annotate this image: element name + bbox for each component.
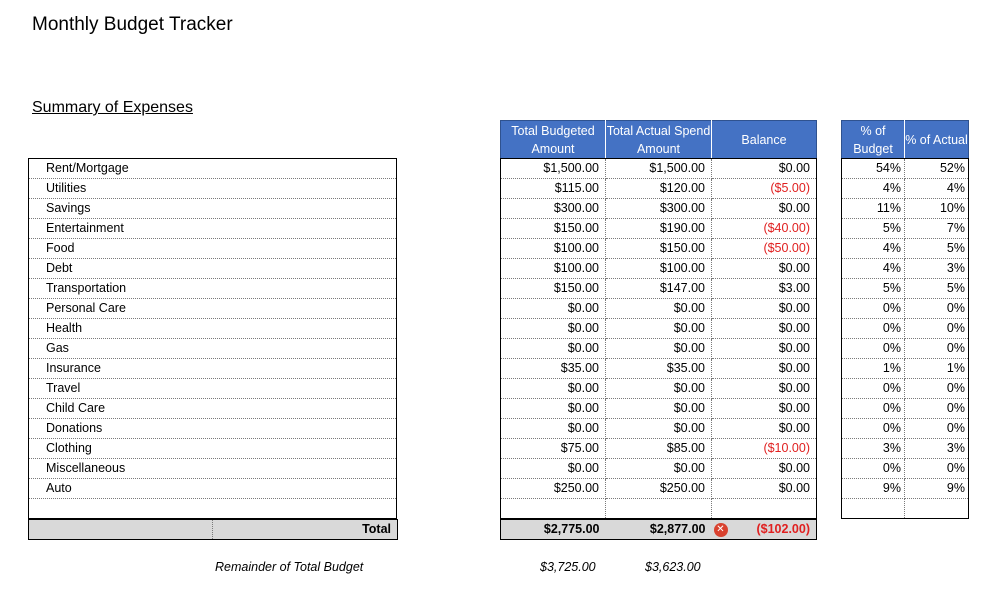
pct-actual-cell[interactable]: 0% [905,459,969,479]
actual-cell[interactable]: $0.00 [606,339,712,359]
empty-cell[interactable] [905,499,969,519]
pct-actual-cell[interactable]: 3% [905,259,969,279]
balance-cell[interactable]: $0.00 [712,299,817,319]
remainder-actual: $3,623.00 [645,560,701,574]
category-cell[interactable]: Personal Care [29,299,397,319]
category-cell[interactable]: Transportation [29,279,397,299]
table-row [501,479,817,499]
total-amounts-row [500,519,817,540]
category-cell[interactable]: Donations [29,419,397,439]
category-cell[interactable]: Clothing [29,439,397,459]
pct-actual-cell[interactable]: 0% [905,299,969,319]
empty-cell[interactable] [29,499,397,519]
total-label[interactable]: Total [362,522,391,536]
total-balance-value: ($102.00) [756,522,810,536]
balance-cell[interactable]: $0.00 [712,339,817,359]
category-cell[interactable]: Savings [29,199,397,219]
table-row [29,299,397,319]
budget-cell[interactable]: $150.00 [501,279,606,299]
actual-cell[interactable]: $250.00 [606,479,712,499]
table-row [842,159,969,179]
empty-cell[interactable] [606,499,712,519]
table-row [29,199,397,219]
table-row [842,459,969,479]
table-row [501,259,817,279]
total-actual-cell[interactable]: $2,877.00 [649,522,706,536]
pct-actual-cell[interactable]: 3% [905,439,969,459]
balance-cell[interactable]: ($5.00) [712,179,817,199]
table-row [29,399,397,419]
table-row [29,179,397,199]
actual-cell[interactable]: $100.00 [606,259,712,279]
table-row [501,219,817,239]
pct-budget-cell[interactable]: 54% [842,159,905,179]
table-row [842,219,969,239]
section-subtitle: Summary of Expenses [32,99,193,116]
budget-cell[interactable]: $0.00 [501,419,606,439]
header-pct-actual[interactable]: % of Actual [905,121,969,159]
table-row [842,439,969,459]
actual-cell[interactable]: $0.00 [606,299,712,319]
empty-cell[interactable] [842,499,905,519]
table-row [842,199,969,219]
table-row [29,339,397,359]
table-row [29,439,397,459]
pct-actual-cell[interactable]: 4% [905,179,969,199]
pct-actual-cell[interactable]: 0% [905,339,969,359]
pct-budget-cell[interactable]: 5% [842,219,905,239]
pct-budget-cell[interactable]: 4% [842,179,905,199]
pct-budget-cell[interactable]: 0% [842,399,905,419]
budget-cell[interactable]: $300.00 [501,199,606,219]
budget-cell[interactable]: $250.00 [501,479,606,499]
pct-budget-cell[interactable]: 0% [842,339,905,359]
budget-cell[interactable]: $0.00 [501,379,606,399]
error-icon: ✕ [714,523,728,537]
balance-cell[interactable]: $0.00 [712,259,817,279]
table-row [842,479,969,499]
pct-budget-cell[interactable]: 4% [842,239,905,259]
pct-budget-cell[interactable]: 3% [842,439,905,459]
table-row [29,239,397,259]
total-balance-cell[interactable] [712,520,817,540]
amounts-table [500,158,817,519]
remainder-label: Remainder of Total Budget [215,560,364,574]
pct-budget-cell[interactable]: 5% [842,279,905,299]
pct-budget-cell[interactable]: 1% [842,359,905,379]
header-pct-budget[interactable]: % of Budget [842,121,905,159]
actual-cell[interactable]: $0.00 [606,319,712,339]
balance-cell[interactable]: $0.00 [712,199,817,219]
table-row [501,159,817,179]
category-cell[interactable]: Travel [29,379,397,399]
actual-cell[interactable]: $300.00 [606,199,712,219]
category-cell[interactable]: Entertainment [29,219,397,239]
actual-cell[interactable]: $0.00 [606,399,712,419]
table-row [842,379,969,399]
empty-row [29,499,397,519]
table-row [29,359,397,379]
pct-actual-cell[interactable]: 0% [905,379,969,399]
pct-actual-cell[interactable]: 9% [905,479,969,499]
category-cell[interactable]: Auto [29,479,397,499]
balance-cell[interactable]: $0.00 [712,459,817,479]
pct-actual-cell[interactable]: 52% [905,159,969,179]
table-row [501,459,817,479]
pct-actual-cell[interactable]: 0% [905,399,969,419]
table-row [501,439,817,459]
pct-budget-cell[interactable]: 0% [842,459,905,479]
amounts-header [500,120,817,159]
balance-cell[interactable]: ($40.00) [712,219,817,239]
header-actual[interactable]: Total Actual Spend Amount [606,121,712,159]
budget-cell[interactable]: $0.00 [501,399,606,419]
pct-actual-cell[interactable]: 0% [905,319,969,339]
table-row [501,279,817,299]
table-row [29,159,397,179]
empty-row [842,499,969,519]
pct-actual-cell[interactable]: 1% [905,359,969,379]
budget-cell[interactable]: $100.00 [501,259,606,279]
percent-header [841,120,969,159]
pct-budget-cell[interactable]: 11% [842,199,905,219]
category-cell[interactable]: Rent/Mortgage [29,159,397,179]
actual-cell[interactable]: $150.00 [606,239,712,259]
table-row [501,239,817,259]
pct-budget-cell[interactable]: 4% [842,259,905,279]
category-cell[interactable]: Insurance [29,359,397,379]
category-cell[interactable]: Miscellaneous [29,459,397,479]
actual-cell[interactable]: $1,500.00 [606,159,712,179]
header-budgeted[interactable]: Total Budgeted Amount [501,121,606,159]
table-row [842,399,969,419]
header-balance[interactable]: Balance [712,121,817,159]
balance-cell[interactable]: $0.00 [712,319,817,339]
table-row [501,319,817,339]
budget-cell[interactable]: $1,500.00 [501,159,606,179]
budget-cell[interactable]: $0.00 [501,339,606,359]
category-cell[interactable]: Food [29,239,397,259]
table-row [842,259,969,279]
table-row [29,279,397,299]
actual-cell[interactable]: $85.00 [606,439,712,459]
actual-cell[interactable]: $35.00 [606,359,712,379]
actual-cell[interactable]: $190.00 [606,219,712,239]
actual-cell[interactable]: $120.00 [606,179,712,199]
balance-cell[interactable]: ($10.00) [712,439,817,459]
table-row [842,299,969,319]
table-row [29,219,397,239]
pct-budget-cell[interactable]: 9% [842,479,905,499]
table-row [501,359,817,379]
category-cell[interactable]: Child Care [29,399,397,419]
total-budget-cell[interactable]: $2,775.00 [543,522,600,536]
balance-cell[interactable]: ($50.00) [712,239,817,259]
balance-cell[interactable]: $0.00 [712,159,817,179]
table-row [501,379,817,399]
table-row [842,339,969,359]
table-row [842,179,969,199]
category-cell[interactable]: Debt [29,259,397,279]
balance-cell[interactable]: $0.00 [712,419,817,439]
table-row [501,339,817,359]
balance-cell[interactable]: $0.00 [712,399,817,419]
actual-cell[interactable]: $0.00 [606,379,712,399]
table-row [842,419,969,439]
pct-budget-cell[interactable]: 0% [842,379,905,399]
total-spacer-cell[interactable] [29,520,213,540]
pct-budget-cell[interactable]: 0% [842,419,905,439]
total-label-row [28,519,398,540]
balance-cell[interactable]: $0.00 [712,359,817,379]
empty-row [501,499,817,519]
budget-cell[interactable]: $100.00 [501,239,606,259]
category-cell[interactable]: Health [29,319,397,339]
budget-cell[interactable]: $75.00 [501,439,606,459]
table-row [842,279,969,299]
pct-actual-cell[interactable]: 0% [905,419,969,439]
table-row [29,419,397,439]
table-row [842,359,969,379]
budget-cell[interactable]: $0.00 [501,319,606,339]
budget-cell[interactable]: $0.00 [501,459,606,479]
balance-cell[interactable]: $0.00 [712,379,817,399]
budget-cell[interactable]: $0.00 [501,299,606,319]
actual-cell[interactable]: $0.00 [606,419,712,439]
actual-cell[interactable]: $147.00 [606,279,712,299]
pct-actual-cell[interactable]: 10% [905,199,969,219]
balance-cell[interactable]: $3.00 [712,279,817,299]
category-cell[interactable]: Gas [29,339,397,359]
table-row [842,239,969,259]
table-row [501,299,817,319]
remainder-budget: $3,725.00 [540,560,596,574]
pct-actual-cell[interactable]: 5% [905,279,969,299]
actual-cell[interactable]: $0.00 [606,459,712,479]
budget-cell[interactable]: $35.00 [501,359,606,379]
balance-cell[interactable]: $0.00 [712,479,817,499]
table-row [29,379,397,399]
percent-table [841,158,969,519]
category-list [28,158,397,519]
table-row [29,319,397,339]
table-row [501,399,817,419]
budget-cell[interactable]: $115.00 [501,179,606,199]
table-row [29,259,397,279]
empty-cell[interactable] [712,499,817,519]
table-row [29,459,397,479]
table-row [501,179,817,199]
pct-actual-cell[interactable]: 7% [905,219,969,239]
pct-budget-cell[interactable]: 0% [842,299,905,319]
budget-cell[interactable]: $150.00 [501,219,606,239]
table-row [842,319,969,339]
pct-budget-cell[interactable]: 0% [842,319,905,339]
page-title: Monthly Budget Tracker [32,14,233,35]
table-row [501,199,817,219]
category-cell[interactable]: Utilities [29,179,397,199]
empty-cell[interactable] [501,499,606,519]
table-row [501,419,817,439]
pct-actual-cell[interactable]: 5% [905,239,969,259]
table-row [29,479,397,499]
